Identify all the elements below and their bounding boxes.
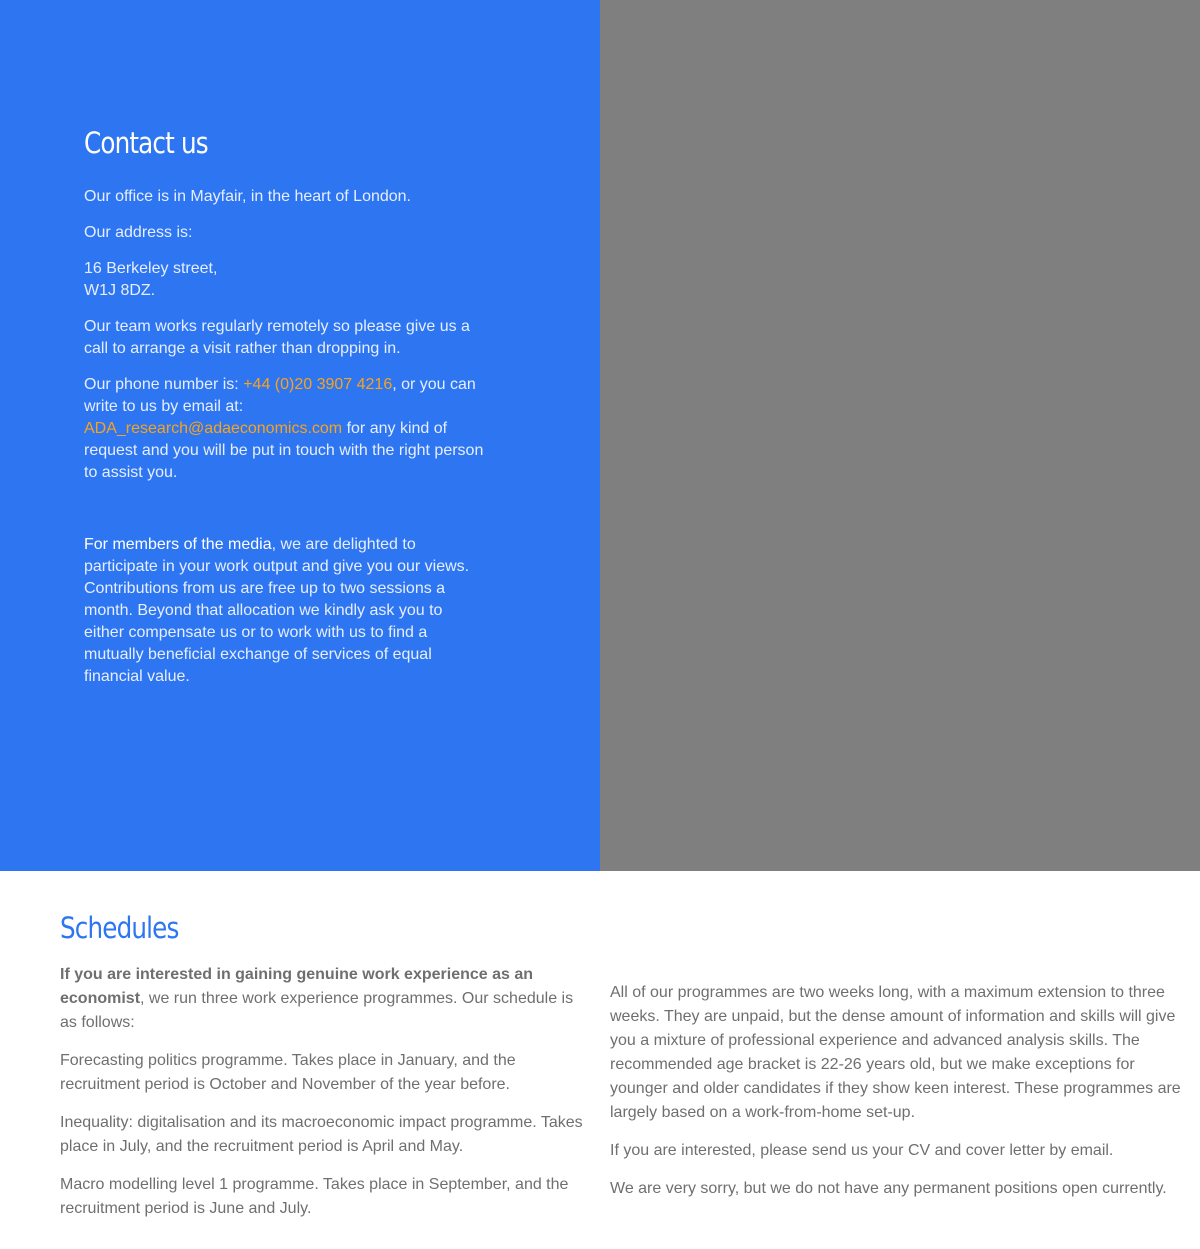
programme-item: Inequality: digitalisation and its macroeconomic impact programme. Takes place in July, and the recruitment period is April and May. xyxy=(60,1114,583,1155)
media-strong: For members of the media xyxy=(84,536,272,553)
office-text: Our office is in Mayfair, in the heart of London. xyxy=(84,188,411,205)
no-positions-text: We are very sorry, but we do not have any permanent positions open currently. xyxy=(610,1180,1167,1197)
email-suffix: for any kind of request and you will be put in touch with the right person to assist you. xyxy=(84,420,484,481)
media-paragraph xyxy=(84,534,484,688)
programme-details: All of our programmes are two weeks long, with a maximum extension to three weeks. They are unpaid, but the dense amount of information and skills will give you a mixture of professional experience and advanced analysis skills. The recommended age bracket is 22-26 years old, but we make exceptions for younger and older candidates if they show keen interest. These programmes are largely based on a work-from-home set-up. xyxy=(610,984,1181,1121)
schedules-right-column xyxy=(610,981,1182,1215)
address-label: Our address is: xyxy=(84,224,193,241)
intro-text: , we run three work experience programmes. Our schedule is as follows: xyxy=(60,990,574,1031)
phone-link[interactable]: +44 (0)20 3907 4216 xyxy=(243,376,393,393)
remote-note: Our team works regularly remotely so please give us a call to arrange a visit rather than dropping in. xyxy=(84,318,470,357)
schedules-left-column xyxy=(60,963,592,1235)
schedules-section xyxy=(60,908,1181,1217)
address-line-1: 16 Berkeley street, xyxy=(84,260,218,277)
programme-item: Macro modelling level 1 programme. Takes place in September, and the recruitment period is June and July. xyxy=(60,1176,569,1217)
address xyxy=(84,258,484,302)
phone-suffix: , or you can write to us by email at: xyxy=(84,376,476,415)
intro-strong: If you are interested in gaining genuine work experience as an economist xyxy=(60,966,534,1007)
phone-email-paragraph xyxy=(84,374,484,484)
schedules-intro xyxy=(60,963,592,1035)
email-link[interactable]: ADA_research@adaeconomics.com xyxy=(84,420,343,437)
media-text: , we are delighted to participate in your work output and give you our views. Contributions from us are free up to two sessions a month. Beyond that allocation we kindly ask you to either compensate us or to work with us to find a mutually beneficial exchange of services of equal financial value. xyxy=(84,536,470,685)
contact-panel xyxy=(0,0,600,871)
programme-item: Forecasting politics programme. Takes place in January, and the recruitment period is October and November of the year before. xyxy=(60,1052,516,1093)
phone-prefix: Our phone number is: xyxy=(84,376,244,393)
address-line-2: W1J 8DZ. xyxy=(84,282,156,299)
contact-title: Contact us xyxy=(84,126,208,160)
image-placeholder xyxy=(600,0,1200,871)
contact-content xyxy=(84,124,484,702)
schedules-title: Schedules xyxy=(60,911,179,945)
apply-text: If you are interested, please send us your CV and cover letter by email. xyxy=(610,1142,1114,1159)
